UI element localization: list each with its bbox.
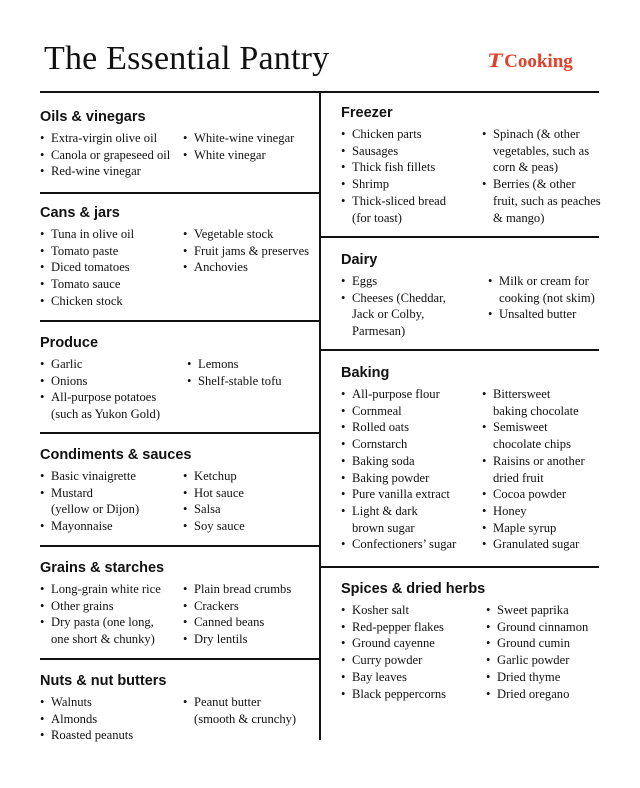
section-oils-vinegars bbox=[40, 108, 294, 180]
section-nuts-butters bbox=[40, 672, 296, 744]
list-item: • Salsa bbox=[183, 501, 245, 518]
section-title: Spices & dried herbs bbox=[341, 581, 486, 597]
brand-name: Cooking bbox=[504, 51, 573, 72]
list-item: • Granulated sugar bbox=[482, 536, 585, 553]
list-item: • Canola or grapeseed oil bbox=[40, 147, 183, 164]
list-item: • Soy sauce bbox=[183, 518, 245, 535]
section-title: Baking bbox=[341, 365, 390, 381]
list-col2 bbox=[183, 694, 296, 744]
list-item: • Honey bbox=[482, 503, 585, 520]
list-item: • Chicken parts bbox=[341, 126, 482, 143]
list-item: • Garlic bbox=[40, 356, 187, 373]
list-item: • Crackers bbox=[183, 598, 291, 615]
list-item: • Anchovies bbox=[183, 259, 309, 276]
list-item: • Dried oregano bbox=[486, 686, 588, 703]
list-item: • Lemons bbox=[187, 356, 282, 373]
section-cans-jars bbox=[40, 204, 309, 310]
list-item: • Cornmeal bbox=[341, 403, 482, 420]
list-col1 bbox=[40, 356, 187, 423]
divider bbox=[40, 192, 319, 194]
section-title: Condiments & sauces bbox=[40, 447, 192, 463]
section-baking bbox=[341, 364, 585, 553]
cooking-logo bbox=[488, 50, 573, 73]
list-item: • Peanut butter (smooth & crunchy) bbox=[183, 694, 296, 727]
divider bbox=[321, 349, 599, 351]
list-item: • Almonds bbox=[40, 711, 183, 728]
section-produce bbox=[40, 334, 282, 423]
list-item: • Fruit jams & preserves bbox=[183, 243, 309, 260]
divider bbox=[40, 320, 319, 322]
list-item: • Red-wine vinegar bbox=[40, 163, 183, 180]
list-item: • Berries (& other fruit, such as peaches & mango) bbox=[482, 176, 601, 226]
list-item: • All-purpose potatoes (such as Yukon Gold) bbox=[40, 389, 187, 422]
list-item: • Ground cinnamon bbox=[486, 619, 588, 636]
list-item: • Baking soda bbox=[341, 453, 482, 470]
list-item: • Bittersweet baking chocolate bbox=[482, 386, 585, 419]
section-grains-starches bbox=[40, 559, 291, 648]
list-item: • Sweet paprika bbox=[486, 602, 588, 619]
list-item: • Canned beans bbox=[183, 614, 291, 631]
list-col2 bbox=[183, 581, 291, 648]
list-item: • Eggs bbox=[341, 273, 488, 290]
list-item: • Tomato paste bbox=[40, 243, 183, 260]
list-item: • Cornstarch bbox=[341, 436, 482, 453]
list-item: • Kosher salt bbox=[341, 602, 486, 619]
divider bbox=[321, 566, 599, 568]
section-spices-herbs bbox=[341, 580, 588, 702]
list-col2 bbox=[482, 386, 585, 553]
list-col2 bbox=[488, 273, 595, 340]
divider bbox=[40, 545, 319, 547]
list-item: • Shelf-stable tofu bbox=[187, 373, 282, 390]
list-col1 bbox=[40, 130, 183, 180]
nyt-t-icon: T bbox=[488, 50, 503, 72]
divider bbox=[321, 236, 599, 238]
list-item: • Unsalted butter bbox=[488, 306, 595, 323]
list-item: • Semisweet chocolate chips bbox=[482, 419, 585, 452]
list-col1 bbox=[40, 468, 183, 535]
list-item: • Mustard (yellow or Dijon) bbox=[40, 485, 183, 518]
list-col1 bbox=[40, 694, 183, 744]
list-col1 bbox=[341, 602, 486, 702]
list-col1 bbox=[341, 126, 482, 226]
list-col2 bbox=[486, 602, 588, 702]
section-title: Produce bbox=[40, 335, 99, 351]
list-item: • Tomato sauce bbox=[40, 276, 183, 293]
list-col2 bbox=[183, 130, 294, 180]
list-item: • White-wine vinegar bbox=[183, 130, 294, 147]
list-col1 bbox=[40, 226, 183, 310]
list-item: • Plain bread crumbs bbox=[183, 581, 291, 598]
list-item: • Ground cayenne bbox=[341, 635, 486, 652]
list-item: • Pure vanilla extract bbox=[341, 486, 482, 503]
list-item: • Red-pepper flakes bbox=[341, 619, 486, 636]
list-item: • Extra-virgin olive oil bbox=[40, 130, 183, 147]
list-col2 bbox=[183, 468, 245, 535]
section-title: Dairy bbox=[341, 252, 378, 268]
list-item: • Cheeses (Cheddar, Jack or Colby, Parmesan) bbox=[341, 290, 488, 340]
list-item: • Raisins or another dried fruit bbox=[482, 453, 585, 486]
list-item: • Basic vinaigrette bbox=[40, 468, 183, 485]
list-item: • Maple syrup bbox=[482, 520, 585, 537]
list-item: • Garlic powder bbox=[486, 652, 588, 669]
list-col1 bbox=[341, 273, 488, 340]
list-col1 bbox=[341, 386, 482, 553]
list-item: • Diced tomatoes bbox=[40, 259, 183, 276]
section-title: Freezer bbox=[341, 105, 393, 121]
list-col2 bbox=[187, 356, 282, 423]
list-item: • Curry powder bbox=[341, 652, 486, 669]
list-col2 bbox=[183, 226, 309, 310]
list-item: • Bay leaves bbox=[341, 669, 486, 686]
section-title: Grains & starches bbox=[40, 560, 165, 576]
list-item: • White vinegar bbox=[183, 147, 294, 164]
page-title: The Essential Pantry bbox=[44, 40, 330, 77]
section-freezer bbox=[341, 104, 601, 226]
list-item: • Milk or cream for cooking (not skim) bbox=[488, 273, 595, 306]
list-item: • Ground cumin bbox=[486, 635, 588, 652]
list-item: • Roasted peanuts bbox=[40, 727, 183, 744]
list-col2 bbox=[482, 126, 601, 226]
list-item: • Long-grain white rice bbox=[40, 581, 183, 598]
section-title: Nuts & nut butters bbox=[40, 673, 167, 689]
list-item: • Thick-sliced bread (for toast) bbox=[341, 193, 482, 226]
divider bbox=[40, 658, 319, 660]
list-item: • Dry pasta (one long, one short & chunky) bbox=[40, 614, 183, 647]
list-item: • Other grains bbox=[40, 598, 183, 615]
list-item: • Dried thyme bbox=[486, 669, 588, 686]
list-item: • Tuna in olive oil bbox=[40, 226, 183, 243]
list-item: • Mayonnaise bbox=[40, 518, 183, 535]
list-item: • Ketchup bbox=[183, 468, 245, 485]
list-item: • Sausages bbox=[341, 143, 482, 160]
list-item: • Thick fish fillets bbox=[341, 159, 482, 176]
divider bbox=[40, 432, 319, 434]
list-item: • Shrimp bbox=[341, 176, 482, 193]
list-item: • Spinach (& other vegetables, such as corn & peas) bbox=[482, 126, 601, 176]
section-title: Oils & vinegars bbox=[40, 109, 146, 125]
section-title: Cans & jars bbox=[40, 205, 120, 221]
list-item: • Vegetable stock bbox=[183, 226, 309, 243]
column-divider bbox=[319, 92, 321, 740]
list-item: • Baking powder bbox=[341, 470, 482, 487]
list-item: • Hot sauce bbox=[183, 485, 245, 502]
list-item: • Confectioners’ sugar bbox=[341, 536, 482, 553]
list-item: • Cocoa powder bbox=[482, 486, 585, 503]
list-item: • Onions bbox=[40, 373, 187, 390]
section-dairy bbox=[341, 251, 595, 340]
section-condiments-sauces bbox=[40, 446, 245, 535]
list-item: • Rolled oats bbox=[341, 419, 482, 436]
list-item: • Light & dark brown sugar bbox=[341, 503, 482, 536]
list-item: • Dry lentils bbox=[183, 631, 291, 648]
list-item: • Walnuts bbox=[40, 694, 183, 711]
list-col1 bbox=[40, 581, 183, 648]
list-item: • Chicken stock bbox=[40, 293, 183, 310]
list-item: • All-purpose flour bbox=[341, 386, 482, 403]
list-item: • Black peppercorns bbox=[341, 686, 486, 703]
